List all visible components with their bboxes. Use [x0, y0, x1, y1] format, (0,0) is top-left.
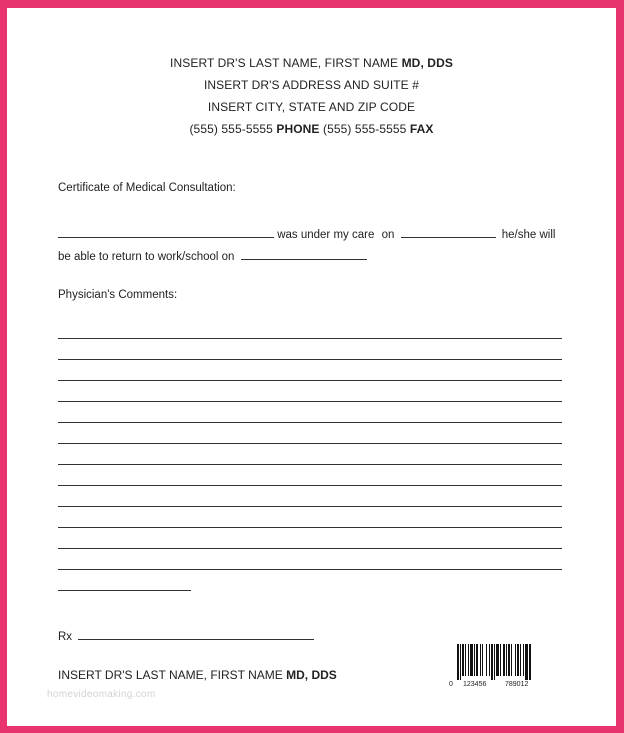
- comment-line[interactable]: [58, 318, 562, 339]
- barcode-bar: [515, 644, 516, 676]
- under-care-text: was under my care: [277, 229, 375, 241]
- barcode-bar: [460, 644, 461, 680]
- comment-line[interactable]: [58, 402, 562, 423]
- comment-line[interactable]: [58, 444, 562, 465]
- footer-name-text: INSERT DR'S LAST NAME, FIRST NAME: [58, 668, 283, 682]
- comment-line[interactable]: [58, 360, 562, 381]
- barcode-bar: [523, 644, 524, 676]
- barcode-bar: [470, 644, 473, 676]
- doctor-city-line: INSERT CITY, STATE AND ZIP CODE: [207, 100, 416, 114]
- barcode-bar: [525, 644, 528, 680]
- barcode-image: [443, 638, 543, 690]
- barcode-digits-mid: 123456: [463, 681, 487, 688]
- comment-line[interactable]: [58, 486, 562, 507]
- barcode-bar: [508, 644, 510, 676]
- he-she-text: he/she will: [501, 229, 556, 241]
- fax-number: (555) 555-5555: [322, 122, 407, 136]
- barcode-bar: [457, 644, 459, 680]
- barcode-bar: [520, 644, 521, 676]
- comments-area[interactable]: [58, 318, 562, 591]
- barcode-bar: [503, 644, 505, 676]
- patient-name-blank[interactable]: [58, 225, 274, 238]
- comment-line[interactable]: [58, 528, 562, 549]
- on-text: on: [381, 229, 395, 241]
- footer-credentials: MD, DDS: [286, 668, 337, 682]
- doctor-credentials: MD, DDS: [401, 56, 453, 70]
- doctor-contact-line: [7, 118, 616, 140]
- return-date-row: [58, 247, 367, 263]
- barcode-bar: [491, 644, 493, 680]
- comment-line[interactable]: [58, 381, 562, 402]
- comment-line[interactable]: [58, 507, 562, 528]
- comments-label: Physician's Comments:: [58, 289, 178, 301]
- document-page: [7, 8, 616, 726]
- fax-label: FAX: [409, 122, 434, 136]
- rx-blank[interactable]: [78, 627, 314, 640]
- comment-line[interactable]: [58, 549, 562, 570]
- certificate-title: Certificate of Medical Consultation:: [58, 182, 236, 194]
- barcode-bar: [482, 644, 483, 676]
- return-date-blank[interactable]: [241, 247, 367, 260]
- rx-label: Rx: [58, 631, 73, 643]
- barcode-bar: [517, 644, 519, 676]
- barcode-digits-left: 0: [449, 681, 453, 688]
- barcode-bar: [489, 644, 490, 676]
- barcode-bar: [462, 644, 464, 676]
- rx-row: [58, 627, 314, 643]
- footer-doctor-name: [58, 668, 337, 682]
- patient-care-row: [58, 225, 555, 241]
- phone-label: PHONE: [276, 122, 320, 136]
- barcode-bar: [480, 644, 481, 676]
- watermark-text: homevideomaking.com: [47, 689, 156, 700]
- barcode-bar: [500, 644, 501, 676]
- return-text: be able to return to work/school on: [58, 251, 235, 263]
- barcode-bar: [474, 644, 475, 676]
- barcode-bar: [529, 644, 531, 680]
- doctor-letterhead: [7, 52, 616, 140]
- doctor-name-line: [7, 52, 616, 74]
- care-date-blank[interactable]: [401, 225, 496, 238]
- comment-line[interactable]: [58, 465, 562, 486]
- barcode-bar: [476, 644, 478, 676]
- barcode-bar: [496, 644, 499, 676]
- comment-line[interactable]: [58, 339, 562, 360]
- barcode-bar: [511, 644, 512, 676]
- barcode-digits-right: 789012: [505, 681, 529, 688]
- barcode-bar: [486, 644, 487, 676]
- barcode-bar: [506, 644, 507, 676]
- phone-number: (555) 555-5555: [189, 122, 273, 136]
- doctor-name-text: INSERT DR'S LAST NAME, FIRST NAME: [170, 56, 399, 70]
- comment-line-short[interactable]: [58, 570, 191, 591]
- barcode-bar: [494, 644, 495, 680]
- barcode-bar: [465, 644, 466, 676]
- barcode-bar: [468, 644, 469, 676]
- doctor-address-line: INSERT DR'S ADDRESS AND SUITE #: [203, 78, 419, 92]
- comment-line[interactable]: [58, 423, 562, 444]
